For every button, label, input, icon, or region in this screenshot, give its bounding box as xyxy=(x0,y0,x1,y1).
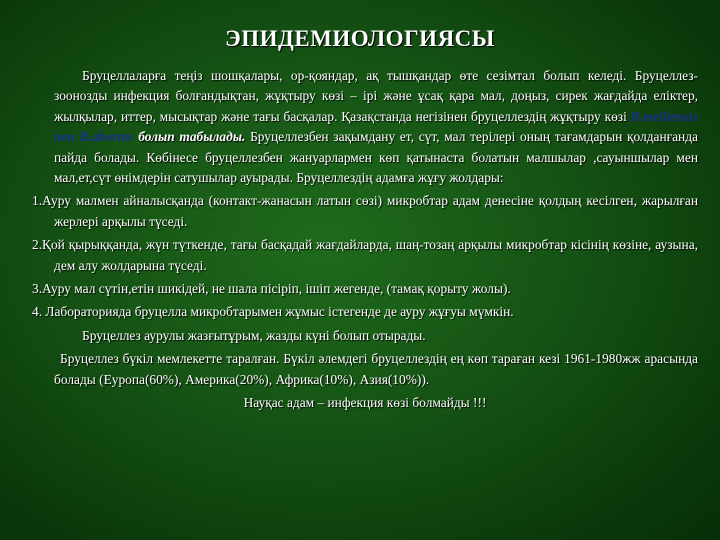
list-item-4: 4. Лабораторияда бруцелла микробтарымен жұмыс істегенде де ауру жұғуы мүмкін. xyxy=(32,304,514,320)
slide-title: ЭПИДЕМИОЛОГИЯСЫ xyxy=(225,26,495,51)
latin-name-melitensis: B.melitensis xyxy=(630,108,698,124)
list-item-1: 1.Ауру малмен айналысқанда (контакт-жанасын латын сөзі) микробтар адам денесіне қолдың кесілген, жарылған жерлері арқылы түседі. xyxy=(32,193,698,229)
spread-paragraph: Бруцеллез бүкіл мемлекетте таралған. Бүкіл әлемдегі бруцеллездің ең көп тараған кезі 1961-1980жж арасында болады (Еуропа(60%), Америка(20%), Африка(10%), Азия(10%)). xyxy=(54,351,698,387)
list-item-3: 3.Ауру мал сүтін,етін шикідей, не шала пісіріп, ішіп жегенде, (тамақ қорыту жолы). xyxy=(32,281,511,297)
latin-and-word: пен xyxy=(54,129,75,145)
note-line: Науқас адам – инфекция көзі болмайды !!! xyxy=(243,395,487,411)
season-paragraph: Бруцеллез аурулы жазғытұрым, жазды күні болып отырады. xyxy=(82,327,426,343)
list-item-2: 2.Қой қырыққанда, жүн түткенде, тағы басқадай жағдайларда, шаң-тозаң арқылы микробтар кісінің көзіне, аузына, дем алу жолдарына түседі. xyxy=(32,237,698,273)
intro-paragraph xyxy=(32,66,698,188)
found-phrase: болып табылады. xyxy=(138,129,246,145)
latin-name-abortus: B.abortus xyxy=(79,129,134,145)
slide-content xyxy=(32,66,698,427)
intro-text-part2: Бруцеллезбен зақымдану ет, сүт, мал терілері оның тағамдарын қолданғанда пайда болады. Көбінесе бруцеллезбен жануарлармен көп қатынаста болатын малшылар ,сауыншылар мен мал,ет,сүт өнімдерін сатушылар ауырады. Бруцеллездің адамға жұғу жолдары: xyxy=(54,129,698,186)
intro-text-part1: Бруцеллаларға теңіз шошқалары, ор-қояндар, ақ тышқандар өте сезімтал болып келеді. Бруцеллез-зоонозды инфекция болғандықтан, жұқтыру көзі – ірі және ұсақ қара мал, доңыз, сирек жағдайда еліктер, жылқылар, иттер, мысықтар және тағы басқалар. Қазақстанда негізінен бруцеллездің жұқтыру көзі xyxy=(54,68,698,124)
